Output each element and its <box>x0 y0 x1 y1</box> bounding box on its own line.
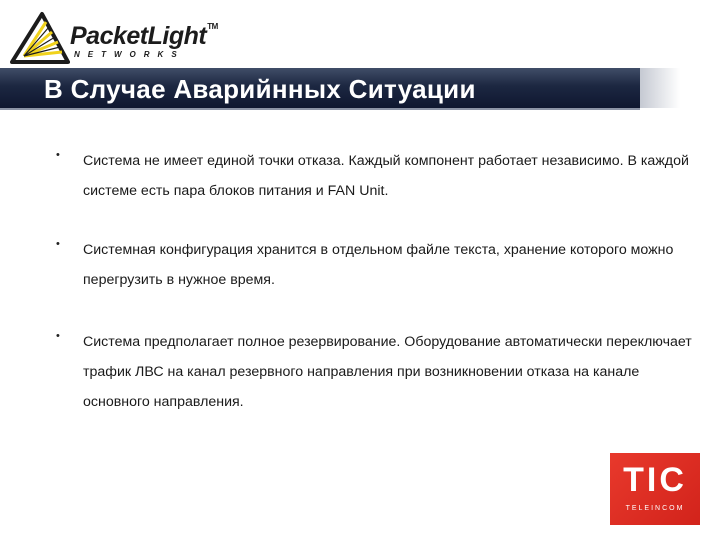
tic-logo <box>610 453 700 525</box>
packetlight-emblem-icon <box>8 10 70 68</box>
bullet-text: Система предполагает полное резервирование. Оборудование автоматически переключает трафик ЛВС на канал резервного направления при возникновении отказа на канале основного направления. <box>83 334 692 410</box>
packetlight-logo <box>8 10 218 68</box>
tic-wordmark: TIC <box>623 461 687 499</box>
bullet-marker: • <box>56 330 60 342</box>
slide-title: В Случае Аварийнных Ситуации <box>44 74 476 104</box>
bullet-text: Система не имеет единой точки отказа. Каждый компонент работает независимо. В каждой системе есть пара блоков питания и FAN Unit. <box>83 153 689 199</box>
bullet-text: Системная конфигурация хранится в отдельном файле текста, хранение которого можно перегрузить в нужное время. <box>83 242 674 288</box>
packetlight-wordmark: PacketLight™ <box>70 22 218 50</box>
bullet-marker: • <box>56 149 60 161</box>
tic-subtitle: TELEINCOM <box>625 505 685 512</box>
packetlight-networks-label: NETWORKS <box>74 50 185 59</box>
bullet-marker: • <box>56 238 60 250</box>
title-bar <box>0 68 640 110</box>
